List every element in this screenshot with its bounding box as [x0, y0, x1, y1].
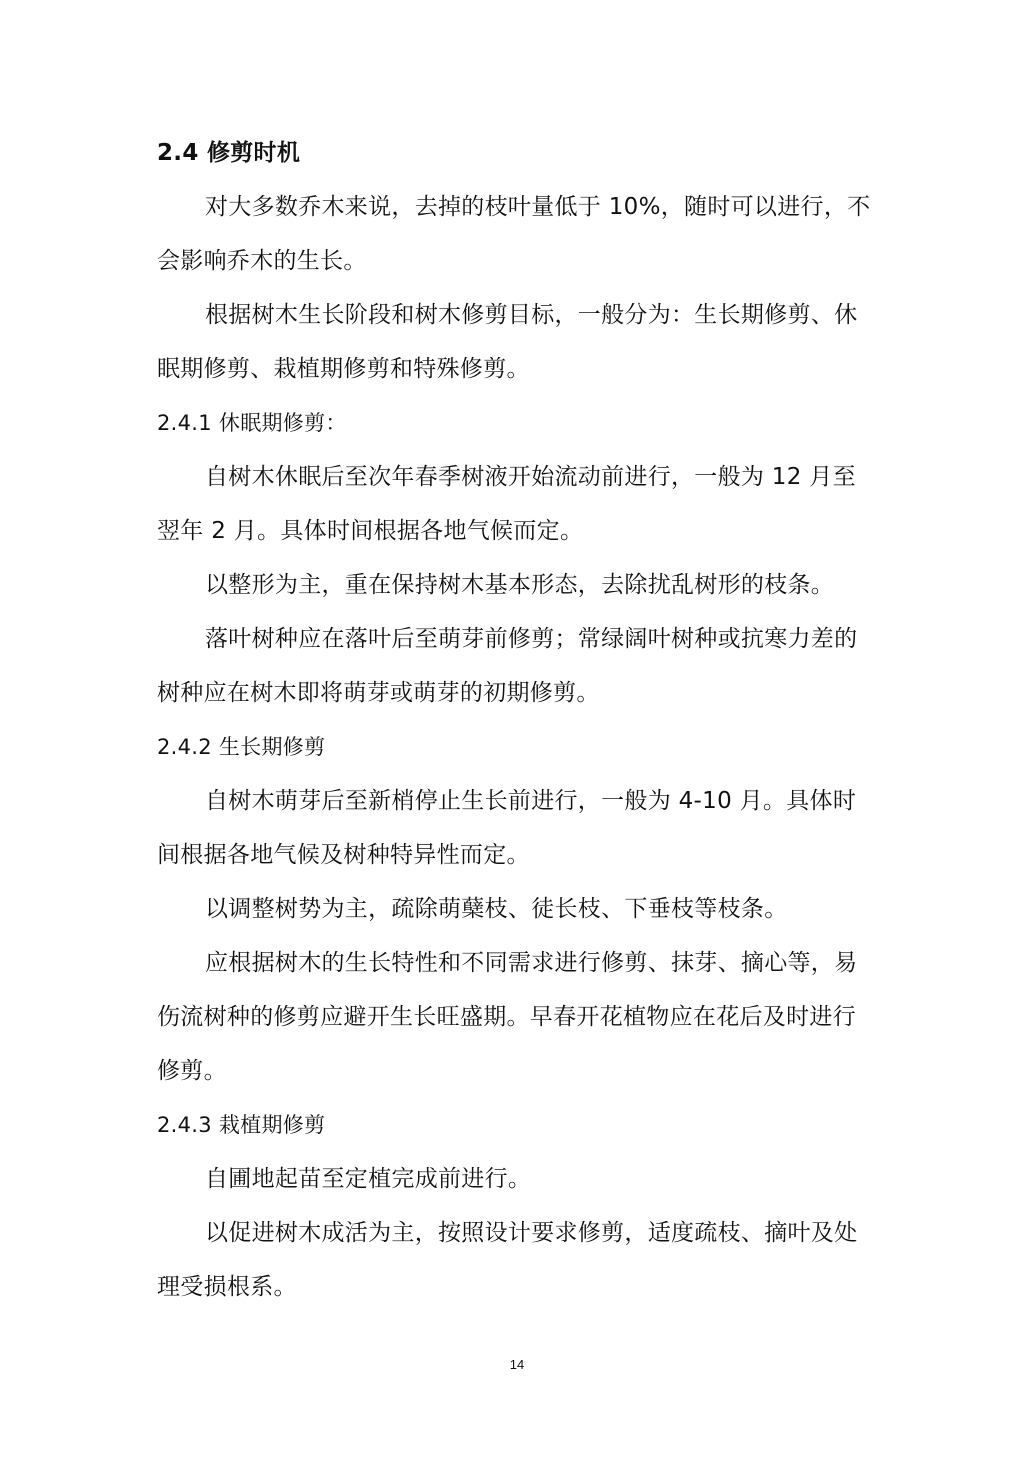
- paragraph-line: 应根据树木的生长特性和不同需求进行修剪、抹芽、摘心等，易: [205, 950, 858, 976]
- section-heading: 2.4 修剪时机: [157, 140, 301, 166]
- paragraph-line: 以调整树势为主，疏除萌蘖枝、徒长枝、下垂枝等枝条。: [205, 896, 788, 922]
- subsection-heading: 2.4.3 栽植期修剪: [157, 1113, 326, 1137]
- subsection-heading: 2.4.2 生长期修剪: [157, 735, 326, 759]
- paragraph-line: 自树木萌芽后至新梢停止生长前进行，一般为 4-10 月。具体时: [205, 788, 857, 814]
- paragraph-line: 自圃地起苗至定植完成前进行。: [205, 1166, 532, 1192]
- paragraph-line: 根据树木生长阶段和树木修剪目标，一般分为：生长期修剪、休: [205, 302, 858, 328]
- paragraph-line: 以促进树木成活为主，按照设计要求修剪，适度疏枝、摘叶及处: [205, 1220, 858, 1246]
- paragraph-line: 会影响乔木的生长。: [157, 248, 367, 274]
- paragraph-line: 眠期修剪、栽植期修剪和特殊修剪。: [157, 356, 530, 382]
- page-number: 14: [509, 1357, 525, 1372]
- paragraph-line: 落叶树种应在落叶后至萌芽前修剪；常绿阔叶树种或抗寒力差的: [205, 626, 858, 652]
- paragraph-line: 理受损根系。: [157, 1274, 297, 1300]
- paragraph-line: 树种应在树木即将萌芽或萌芽的初期修剪。: [157, 680, 600, 706]
- paragraph-line: 自树木休眠后至次年春季树液开始流动前进行，一般为 12 月至: [205, 464, 856, 490]
- paragraph-line: 对大多数乔木来说，去掉的枝叶量低于 10%，随时可以进行，不: [205, 194, 871, 220]
- paragraph-line: 修剪。: [157, 1058, 227, 1084]
- paragraph-line: 翌年 2 月。具体时间根据各地气候而定。: [157, 518, 584, 544]
- paragraph-line: 伤流树种的修剪应避开生长旺盛期。早春开花植物应在花后及时进行: [157, 1004, 856, 1030]
- paragraph-line: 以整形为主，重在保持树木基本形态，去除扰乱树形的枝条。: [205, 572, 835, 598]
- subsection-heading: 2.4.1 休眠期修剪：: [157, 411, 347, 435]
- paragraph-line: 间根据各地气候及树种特异性而定。: [157, 842, 530, 868]
